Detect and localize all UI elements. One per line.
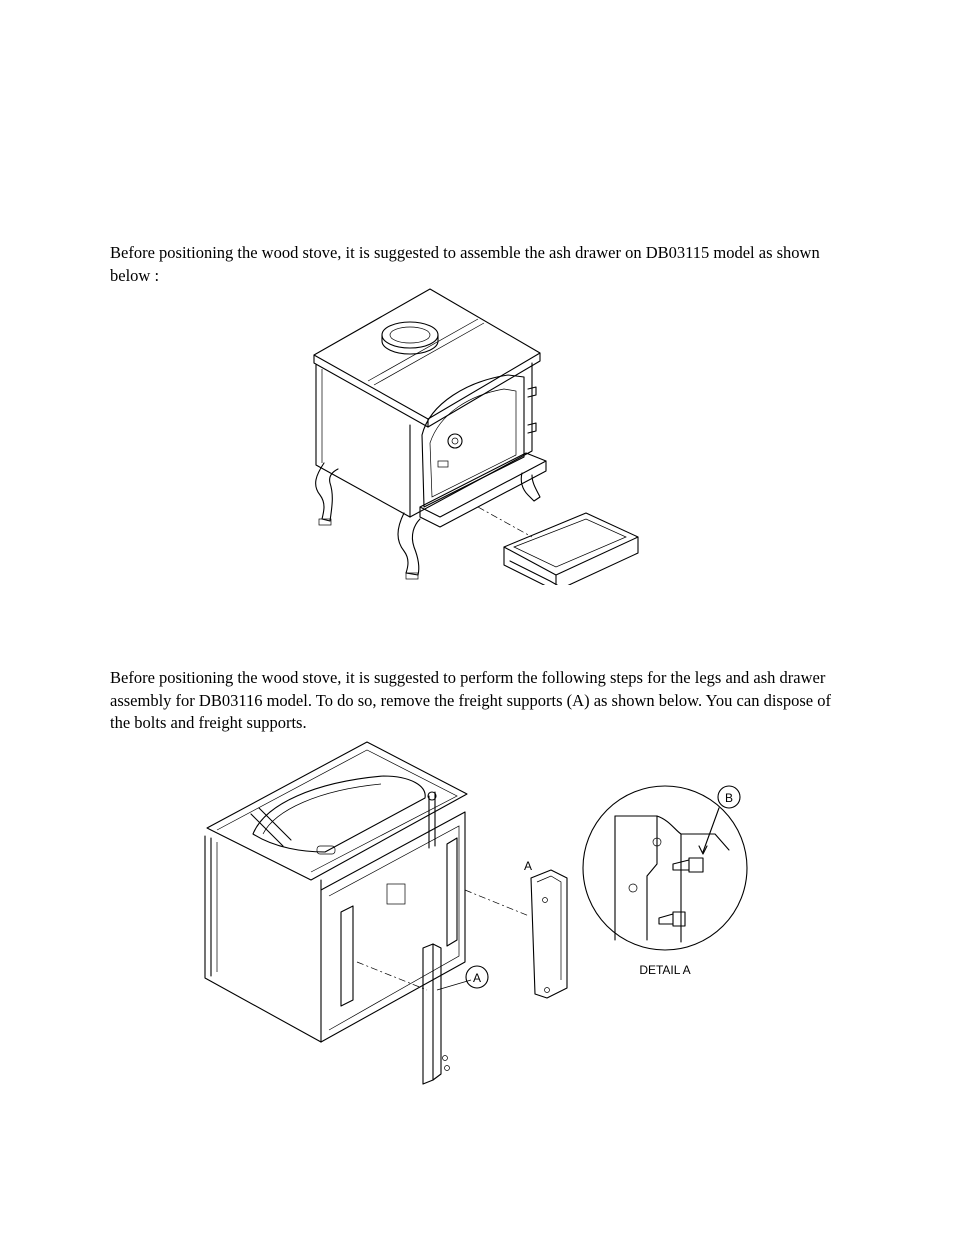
label-a-part: A [523, 859, 533, 873]
stove-ash-drawer-illustration [300, 285, 650, 585]
label-a-callout: A [472, 971, 482, 985]
freight-supports-removal-illustration [195, 740, 755, 1090]
instruction-paragraph-db03116: Before positioning the wood stove, it is suggested to perform the following steps for the legs and ash drawer assembly for DB03116 model. To do so, remove the freight supports (A) as shown below. You can dispose of the bolts and freight supports. [110, 668, 831, 732]
label-b: B [724, 791, 734, 805]
instruction-paragraph-db03115: Before positioning the wood stove, it is suggested to assemble the ash drawer on DB03115 model as shown below : [110, 243, 820, 285]
detail-caption: DETAIL A [639, 963, 691, 977]
